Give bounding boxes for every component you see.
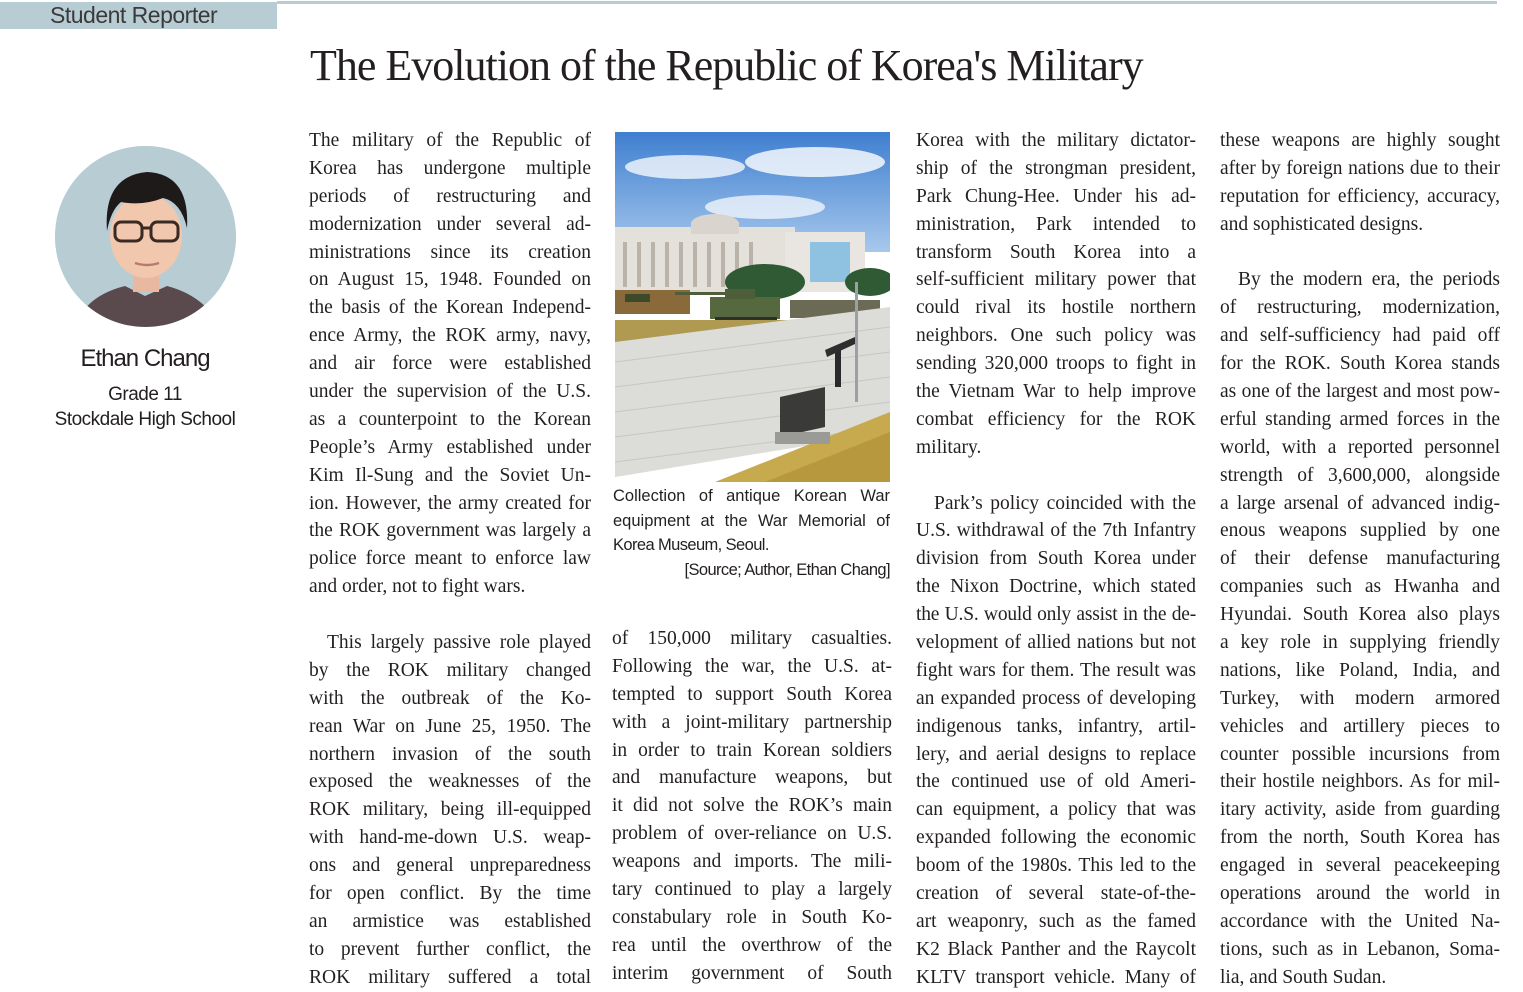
text-line: Turkey, with modern armored [1220, 687, 1500, 709]
text-line: the U.S. would only assist in the de- [916, 604, 1196, 626]
text-line: after by foreign nations due to their [1220, 157, 1500, 179]
text-line: of restructuring, modernization, [1220, 297, 1500, 319]
text-line: sending 320,000 troops to fight in [916, 353, 1196, 375]
text-line: the Nixon Doctrine, which stated [916, 576, 1196, 598]
text-line: counter possible incursions from [1220, 743, 1500, 765]
text-line: vehicles and artillery pieces to [1220, 715, 1500, 737]
text-line: lery, and aerial designs to replace [916, 743, 1196, 765]
text-line: for the ROK. South Korea stands [1220, 353, 1500, 375]
text-line: ROK military suffered a total [309, 966, 591, 988]
article-photo [615, 132, 890, 482]
text-line: and manufacture weapons, but [612, 767, 892, 789]
text-line: police force meant to enforce law [309, 548, 591, 570]
text-line: military. [916, 436, 982, 458]
author-name: Ethan Chang [80, 345, 210, 372]
paragraph [916, 490, 1196, 992]
text-line: constabulary role in South Ko- [612, 906, 892, 928]
article-column-3 [916, 127, 1196, 992]
text-line: modernization under several ad- [309, 213, 591, 235]
text-line: accordance with the United Na- [1220, 910, 1500, 932]
text-line: K2 Black Panther and the Raycolt [916, 938, 1196, 960]
text-line: U.S. withdrawal of the 7th Infantry [916, 520, 1196, 542]
text-line: with a joint-military partnership [612, 711, 892, 733]
text-line: ROK military, being ill-equipped [309, 799, 591, 821]
text-line: ence Army, the ROK army, navy, [309, 325, 591, 347]
text-line: with the outbreak of the Ko- [309, 687, 591, 709]
text-line: the Vietnam War to help improve [916, 381, 1196, 403]
text-line: could rival its hostile northern [916, 297, 1196, 319]
text-line: in order to train Korean soldiers [612, 739, 892, 761]
text-line: boom of the 1980s. This led to the [916, 855, 1196, 877]
text-line: creation of several state-of-the- [916, 883, 1196, 905]
text-line: to prevent further conflict, the [309, 938, 591, 960]
text-line: expanded following the economic [916, 827, 1196, 849]
text-line: weapons and imports. The mili- [612, 851, 892, 873]
text-line: rean War on June 25, 1950. The [309, 715, 591, 737]
article-title: The Evolution of the Republic of Korea's Military [310, 41, 1143, 90]
text-line: Park Chung-Hee. Under his ad- [916, 185, 1196, 207]
text-line: enous weapons supplied by one [1220, 520, 1500, 542]
caption-line: equipment at the War Memorial of [613, 511, 890, 530]
text-line: lia, and South Sudan. [1220, 966, 1387, 988]
text-line: tempted to support South Korea [612, 683, 892, 705]
text-line: interim government of South [612, 962, 892, 984]
text-line: it did not solve the ROK’s main [612, 795, 892, 817]
text-line: ministration, Park intended to [916, 213, 1196, 235]
section-label: Student Reporter [50, 2, 218, 28]
text-line: tary continued to play a largely [612, 879, 892, 901]
text-line: KLTV transport vehicle. Many of [916, 966, 1196, 988]
text-line: Following the war, the U.S. at- [612, 655, 892, 677]
text-line: as one of the largest and most pow- [1220, 381, 1500, 403]
text-line: an expanded process of developing [916, 687, 1196, 709]
text-line: Korea with the military dictator- [916, 130, 1196, 151]
text-line: engaged in several peacekeeping [1220, 855, 1500, 877]
header-rule [277, 1, 1497, 4]
text-line: a large arsenal of advanced indig- [1220, 492, 1500, 514]
text-line: division from South Korea under [916, 548, 1196, 570]
text-line: their hostile neighbors. As for mil- [1220, 771, 1500, 793]
article-column-2 [612, 625, 892, 988]
text-line: companies such as Hwanha and [1220, 576, 1500, 598]
text-line: nations, like Poland, India, and [1220, 659, 1500, 681]
paragraph [1220, 266, 1500, 991]
text-line: combat efficiency for the ROK [916, 408, 1196, 430]
text-line: of 150,000 military casualties. [612, 628, 892, 649]
author-grade: Grade 11 [108, 384, 182, 405]
text-line: By the modern era, the periods [1238, 269, 1500, 291]
text-line: and self-sufficiency had paid off [1220, 325, 1500, 347]
text-line: northern invasion of the south [309, 743, 591, 765]
text-line: problem of over-reliance on U.S. [612, 823, 892, 845]
text-line: fight wars for them. The result was [916, 659, 1196, 681]
author-school: Stockdale High School [54, 409, 236, 430]
text-line: The military of the Republic of [309, 130, 591, 151]
text-line: and order, not to fight wars. [309, 576, 526, 598]
text-line: This largely passive role played [327, 632, 591, 654]
text-line: by the ROK military changed [309, 659, 591, 681]
text-line: operations around the world in [1220, 883, 1500, 905]
photo-source: [Source; Author, Ethan Chang] [684, 560, 890, 579]
caption-line: Collection of antique Korean War [613, 487, 890, 505]
text-line: world, with a reported personnel [1220, 436, 1500, 458]
text-line: Korea has undergone multiple [309, 157, 591, 179]
text-line: as a counterpoint to the Korean [309, 408, 591, 430]
text-line: from the north, South Korea has [1220, 827, 1500, 849]
text-line: exposed the weaknesses of the [309, 771, 591, 793]
author-avatar [55, 146, 236, 327]
text-line: with hand-me-down U.S. weap- [309, 827, 591, 849]
text-line: tions, such as in Lebanon, Soma- [1220, 938, 1500, 960]
text-line: ship of the strongman president, [916, 157, 1196, 179]
text-line: ion. However, the army created for [309, 492, 591, 514]
photo-caption [613, 484, 890, 582]
text-line: rea until the overthrow of the [612, 934, 892, 956]
text-line: under the supervision of the U.S. [309, 381, 591, 403]
text-line: itary activity, aside from guarding [1220, 799, 1500, 821]
text-line: the basis of the Korean Independ- [309, 297, 591, 319]
war-memorial-photo [615, 132, 890, 482]
text-line: periods of restructuring and [309, 185, 591, 207]
text-line: self-sufficient military power that [916, 269, 1196, 291]
text-line: Hyundai. South Korea also plays [1220, 604, 1500, 626]
text-line: Park’s policy coincided with the [934, 492, 1196, 514]
article-column-4 [1220, 127, 1500, 992]
text-line: the ROK government was largely a [309, 520, 591, 542]
author-portrait-image [55, 146, 236, 327]
paragraph [309, 127, 591, 601]
text-line: these weapons are highly sought [1220, 130, 1500, 151]
text-line: erful standing armed forces in the [1220, 408, 1500, 430]
text-line: indigenous tanks, infantry, artil- [916, 715, 1196, 737]
text-line: ministrations since its creation [309, 241, 591, 263]
paragraph [612, 625, 892, 988]
text-line: strength of 3,600,000, alongside [1220, 464, 1500, 486]
text-line: on August 15, 1948. Founded on [309, 269, 591, 291]
text-line: reputation for efficiency, accuracy, [1220, 185, 1500, 207]
text-line: a key role in supplying friendly [1220, 632, 1500, 654]
text-line: neighbors. One such policy was [916, 325, 1196, 347]
text-line: for open conflict. By the time [309, 883, 591, 905]
text-line: velopment of allied nations but not [916, 632, 1196, 654]
text-line: People’s Army established under [309, 436, 591, 458]
text-line: Kim Il-Sung and the Soviet Un- [309, 464, 591, 486]
paragraph [309, 629, 591, 992]
text-line: transform South Korea into a [916, 241, 1196, 263]
text-line: art weaponry, such as the famed [916, 910, 1196, 932]
text-line: of their defense manufacturing [1220, 548, 1500, 570]
text-line: and sophisticated designs. [1220, 213, 1424, 235]
text-line: the continued use of old Ameri- [916, 771, 1196, 793]
text-line: can equipment, a policy that was [916, 799, 1196, 821]
paragraph [916, 127, 1196, 462]
caption-line: Korea Museum, Seoul. [613, 536, 769, 554]
article-column-1 [309, 127, 591, 992]
text-line: an armistice was established [309, 910, 591, 932]
paragraph [1220, 127, 1500, 239]
text-line: and air force were established [309, 353, 591, 375]
text-line: ons and general unpreparedness [309, 855, 591, 877]
